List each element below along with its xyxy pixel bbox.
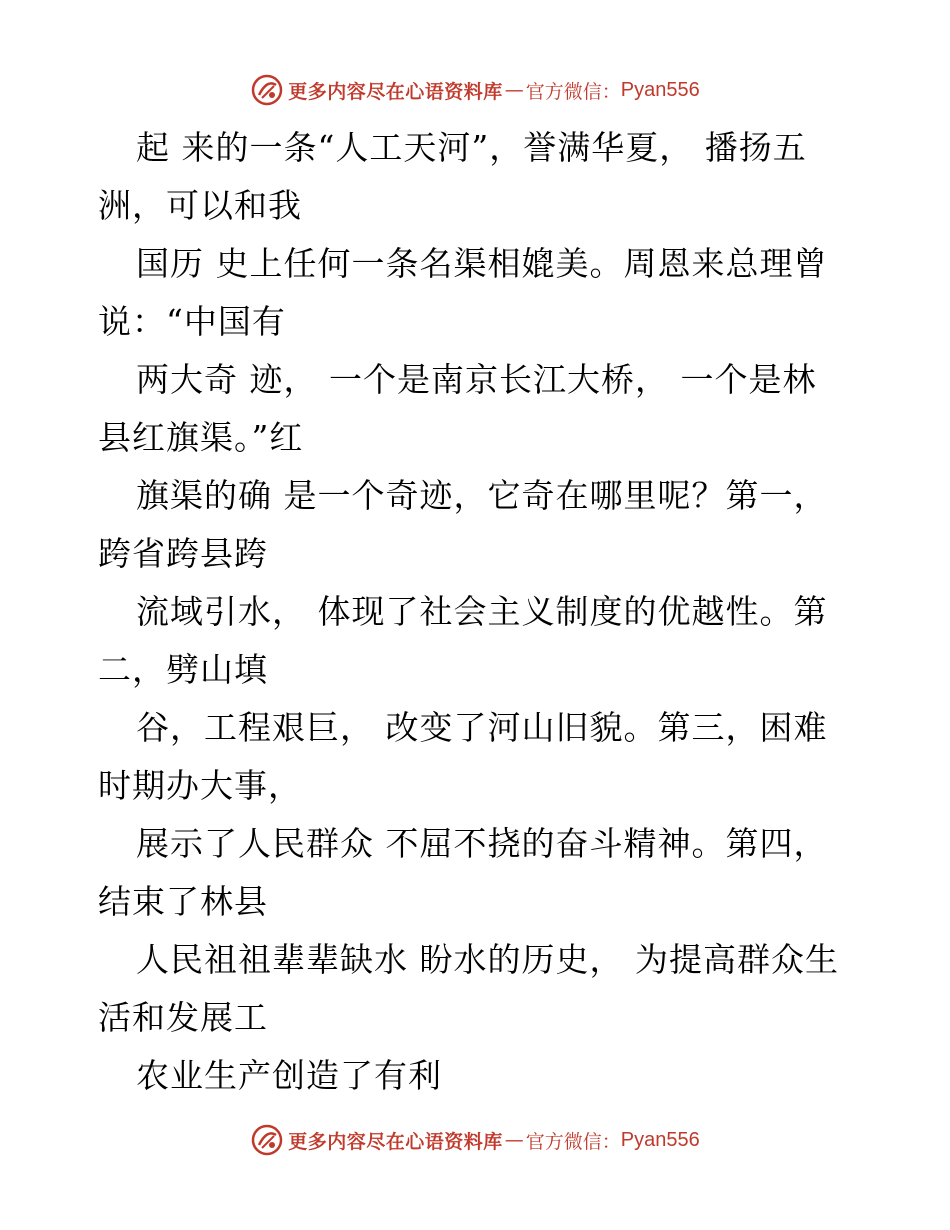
- body-line: 农业生产创造了有利: [136, 1056, 442, 1095]
- footer-banner: [0, 1120, 950, 1160]
- body-line: 结束了林县: [98, 882, 268, 921]
- banner-dash: —: [504, 79, 524, 101]
- body-line: 说：“中国有: [98, 302, 286, 341]
- body-line: 人民祖祖辈辈缺水 盼水的历史， 为提高群众生: [136, 940, 839, 979]
- body-line: 旗渠的确 是一个奇迹，它奇在哪里呢？第一，: [136, 476, 828, 515]
- header-banner: [0, 70, 950, 110]
- banner-wechat-id: Pyan556: [620, 78, 700, 101]
- body-line: 活和发展工: [98, 998, 268, 1037]
- banner-brand-text: 更多内容尽在心语资料库: [288, 80, 503, 103]
- banner-wechat-label: 官方微信：: [525, 1130, 621, 1153]
- banner-dash: —: [504, 1129, 524, 1151]
- banner-wechat-label: 官方微信：: [525, 80, 621, 103]
- body-line: 洲，可以和我: [98, 186, 302, 225]
- body-line: 国历 史上任何一条名渠相媲美。周恩来总理曾: [136, 244, 828, 283]
- brand-logo-icon: [250, 73, 284, 107]
- body-line: 时期办大事，: [98, 766, 302, 805]
- body-line: 县红旗渠。”红: [98, 418, 304, 457]
- body-line: 起 来的一条“人工天河”，誉满华夏， 播扬五: [136, 128, 807, 167]
- brand-logo-icon: [250, 1123, 284, 1157]
- body-line: 谷，工程艰巨， 改变了河山旧貌。第三，困难: [136, 708, 828, 747]
- body-line: 流域引水， 体现了社会主义制度的优越性。第: [136, 592, 828, 631]
- body-line: 展示了人民群众 不屈不挠的奋斗精神。第四，: [136, 824, 828, 863]
- banner-brand-text: 更多内容尽在心语资料库: [288, 1130, 503, 1153]
- banner-wechat-id: Pyan556: [620, 1128, 700, 1151]
- body-line: 两大奇 迹， 一个是南京长江大桥， 一个是林: [136, 360, 817, 399]
- body-line: 跨省跨县跨: [98, 534, 268, 573]
- body-line: 二，劈山填: [98, 650, 268, 689]
